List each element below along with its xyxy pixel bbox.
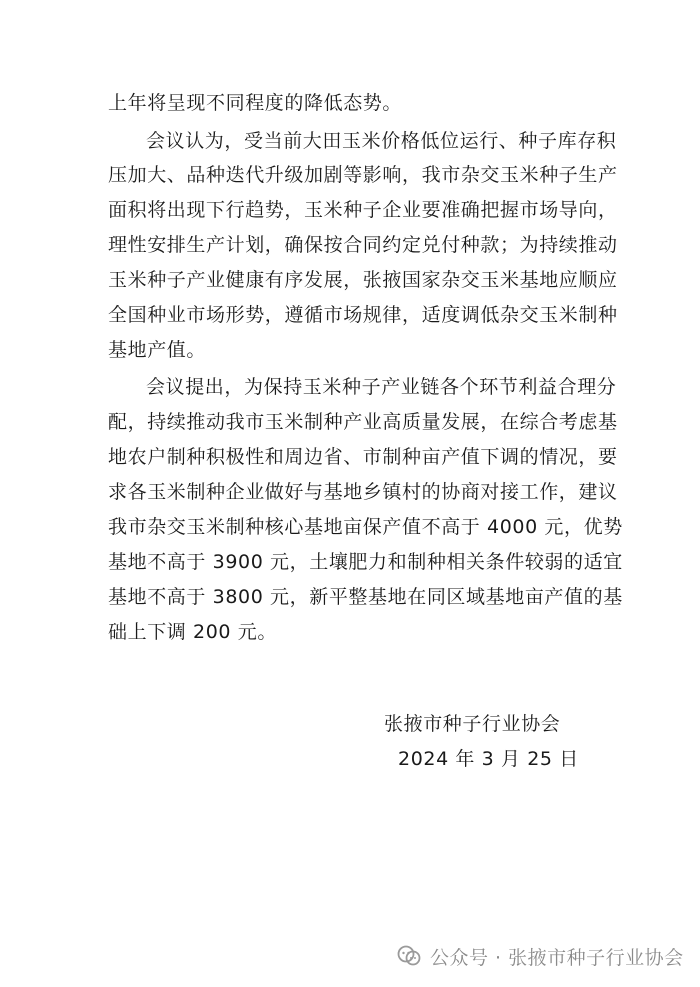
paragraph-line: 基地不高于 3800 元，新平整基地在同区域基地亩产值的基 — [108, 586, 623, 608]
watermark — [396, 940, 684, 972]
paragraph-line: 地农户制种积极性和周边省、市制种亩产值下调的情况，要 — [108, 446, 618, 468]
signature-date: 2024 年 3 月 25 日 — [398, 748, 579, 770]
paragraph-line: 基地不高于 3900 元，土壤肥力和制种相关条件较弱的适宜 — [108, 551, 623, 573]
paragraph-line: 我市杂交玉米制种核心基地亩保产值不高于 4000 元，优势 — [108, 516, 623, 538]
paragraph-line: 压加大、品种迭代升级加剧等影响，我市杂交玉米种子生产 — [108, 164, 618, 186]
paragraph-line: 础上下调 200 元。 — [108, 621, 277, 643]
paragraph-line: 理性安排生产计划，确保按合同约定兑付种款；为持续推动 — [108, 234, 618, 256]
paragraph-line: 求各玉米制种企业做好与基地乡镇村的协商对接工作，建议 — [108, 481, 618, 503]
paragraph-line: 全国种业市场形势，遵循市场规律，适度调低杂交玉米制种 — [108, 304, 618, 326]
paragraph-line: 面积将出现下行趋势，玉米种子企业要准确把握市场导向， — [108, 199, 618, 221]
watermark-text: 公众号 · 张掖市种子行业协会 — [430, 946, 684, 969]
paragraph-line: 会议提出，为保持玉米种子产业链各个环节利益合理分 — [146, 376, 617, 398]
paragraph-line: 玉米种子产业健康有序发展，张掖国家杂交玉米基地应顺应 — [108, 269, 618, 291]
signature-organization: 张掖市种子行业协会 — [384, 713, 561, 735]
paragraph-line: 会议认为，受当前大田玉米价格低位运行、种子库存积 — [146, 130, 617, 152]
paragraph-line: 配，持续推动我市玉米制种产业高质量发展，在综合考虑基 — [108, 411, 618, 433]
paragraph-line: 上年将呈现不同程度的降低态势。 — [108, 92, 403, 114]
wechat-channel-icon — [396, 945, 422, 967]
paragraph-line: 基地产值。 — [108, 339, 207, 361]
